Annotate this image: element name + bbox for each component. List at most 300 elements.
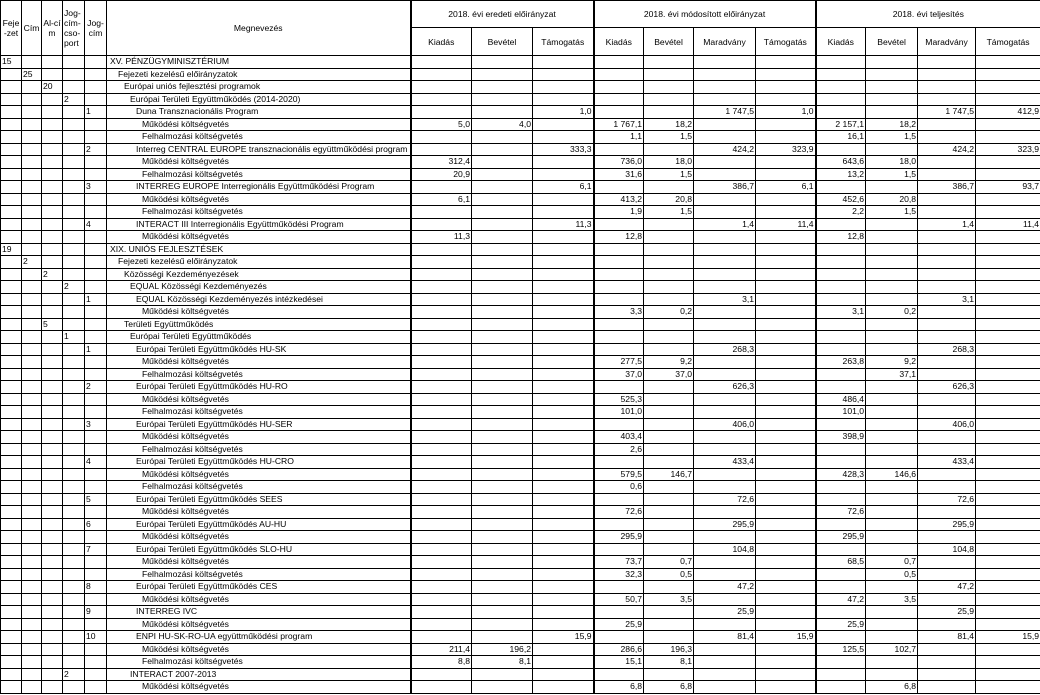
cell-modositott-maradvany: 386,7 bbox=[694, 181, 756, 194]
cell-modositott-kiadas: 286,6 bbox=[594, 643, 644, 656]
cell-eredeti-kiadas bbox=[411, 406, 472, 419]
cell-megnevezes bbox=[107, 56, 411, 69]
cell-modositott-kiadas bbox=[594, 293, 644, 306]
cell-jogcimcsoport bbox=[63, 168, 85, 181]
cell-fejezet bbox=[1, 606, 22, 619]
table-row bbox=[1, 381, 1040, 394]
cell-modositott-bevetel bbox=[644, 543, 694, 556]
cell-modositott-kiadas bbox=[594, 418, 644, 431]
table-row bbox=[1, 168, 1040, 181]
cell-modositott-kiadas bbox=[594, 143, 644, 156]
cell-cim bbox=[22, 206, 42, 219]
cell-jogcim bbox=[85, 193, 107, 206]
cell-teljesites-maradvany bbox=[918, 668, 976, 681]
cell-fejezet bbox=[1, 431, 22, 444]
cell-megnevezes bbox=[107, 468, 411, 481]
cell-eredeti-kiadas bbox=[411, 543, 472, 556]
row-name: Felhalmozási költségvetés bbox=[142, 443, 243, 454]
cell-modositott-kiadas bbox=[594, 606, 644, 619]
row-name: Európai Területi Együttműködés (2014-2020) bbox=[130, 93, 301, 104]
cell-teljesites-tamogatas bbox=[976, 581, 1040, 594]
cell-modositott-tamogatas bbox=[756, 656, 816, 669]
cell-cim bbox=[22, 668, 42, 681]
cell-jogcim bbox=[85, 81, 107, 94]
cell-teljesites-bevetel bbox=[866, 293, 918, 306]
cell-teljesites-tamogatas bbox=[976, 481, 1040, 494]
cell-teljesites-maradvany bbox=[918, 368, 976, 381]
cell-modositott-tamogatas bbox=[756, 481, 816, 494]
cell-jogcimcsoport bbox=[63, 268, 85, 281]
table-row bbox=[1, 643, 1040, 656]
cell-eredeti-tamogatas bbox=[533, 543, 594, 556]
cell-modositott-bevetel bbox=[644, 256, 694, 269]
cell-teljesites-bevetel bbox=[866, 406, 918, 419]
cell-modositott-kiadas: 403,4 bbox=[594, 431, 644, 444]
cell-teljesites-tamogatas bbox=[976, 356, 1040, 369]
row-name: Működési költségvetés bbox=[142, 306, 229, 317]
cell-fejezet bbox=[1, 231, 22, 244]
cell-jogcim bbox=[85, 56, 107, 69]
cell-fejezet bbox=[1, 331, 22, 344]
cell-modositott-maradvany bbox=[694, 643, 756, 656]
cell-megnevezes bbox=[107, 343, 411, 356]
cell-cim bbox=[22, 131, 42, 144]
cell-cim bbox=[22, 656, 42, 669]
cell-megnevezes bbox=[107, 243, 411, 256]
cell-modositott-bevetel bbox=[644, 443, 694, 456]
cell-teljesites-kiadas: 16,1 bbox=[816, 131, 866, 144]
cell-jogcim bbox=[85, 406, 107, 419]
cell-eredeti-kiadas bbox=[411, 668, 472, 681]
cell-cim bbox=[22, 543, 42, 556]
cell-teljesites-kiadas bbox=[816, 681, 866, 694]
cell-teljesites-kiadas bbox=[816, 143, 866, 156]
cell-megnevezes bbox=[107, 306, 411, 319]
cell-jogcim bbox=[85, 443, 107, 456]
cell-megnevezes bbox=[107, 206, 411, 219]
cell-eredeti-bevetel bbox=[472, 681, 533, 694]
cell-teljesites-maradvany bbox=[918, 393, 976, 406]
cell-modositott-tamogatas bbox=[756, 493, 816, 506]
cell-eredeti-kiadas bbox=[411, 368, 472, 381]
cell-modositott-maradvany: 268,3 bbox=[694, 343, 756, 356]
cell-modositott-kiadas bbox=[594, 218, 644, 231]
cell-jogcim: 5 bbox=[85, 493, 107, 506]
header-jogcim: Jog-cím bbox=[85, 1, 107, 56]
cell-teljesites-bevetel: 18,2 bbox=[866, 118, 918, 131]
cell-alcim bbox=[42, 343, 63, 356]
cell-eredeti-kiadas bbox=[411, 81, 472, 94]
cell-modositott-bevetel: 0,2 bbox=[644, 306, 694, 319]
cell-megnevezes bbox=[107, 406, 411, 419]
cell-teljesites-tamogatas bbox=[976, 431, 1040, 444]
cell-eredeti-kiadas bbox=[411, 518, 472, 531]
cell-modositott-kiadas bbox=[594, 256, 644, 269]
cell-eredeti-tamogatas bbox=[533, 568, 594, 581]
cell-jogcimcsoport bbox=[63, 493, 85, 506]
cell-jogcim bbox=[85, 506, 107, 519]
cell-jogcimcsoport bbox=[63, 556, 85, 569]
cell-jogcimcsoport bbox=[63, 443, 85, 456]
cell-modositott-kiadas bbox=[594, 68, 644, 81]
table-row bbox=[1, 443, 1040, 456]
row-name: Működési költségvetés bbox=[142, 643, 229, 654]
table-row bbox=[1, 68, 1040, 81]
header-bevetel: Bevétel bbox=[866, 28, 918, 56]
cell-modositott-maradvany bbox=[694, 56, 756, 69]
cell-alcim bbox=[42, 631, 63, 644]
cell-modositott-tamogatas: 323,9 bbox=[756, 143, 816, 156]
cell-eredeti-bevetel bbox=[472, 306, 533, 319]
cell-cim bbox=[22, 618, 42, 631]
cell-eredeti-kiadas bbox=[411, 143, 472, 156]
cell-cim bbox=[22, 506, 42, 519]
table-row bbox=[1, 306, 1040, 319]
cell-jogcim: 2 bbox=[85, 381, 107, 394]
cell-alcim bbox=[42, 618, 63, 631]
cell-teljesites-bevetel: 1,5 bbox=[866, 168, 918, 181]
cell-alcim: 20 bbox=[42, 81, 63, 94]
cell-megnevezes bbox=[107, 268, 411, 281]
cell-teljesites-kiadas: 398,9 bbox=[816, 431, 866, 444]
cell-teljesites-maradvany bbox=[918, 556, 976, 569]
cell-eredeti-tamogatas bbox=[533, 81, 594, 94]
cell-eredeti-bevetel bbox=[472, 631, 533, 644]
cell-modositott-kiadas bbox=[594, 331, 644, 344]
cell-teljesites-tamogatas bbox=[976, 293, 1040, 306]
cell-modositott-maradvany bbox=[694, 306, 756, 319]
cell-eredeti-tamogatas bbox=[533, 168, 594, 181]
cell-modositott-maradvany: 47,2 bbox=[694, 581, 756, 594]
cell-modositott-kiadas bbox=[594, 631, 644, 644]
cell-eredeti-tamogatas bbox=[533, 656, 594, 669]
cell-eredeti-kiadas: 6,1 bbox=[411, 193, 472, 206]
cell-modositott-bevetel bbox=[644, 93, 694, 106]
row-name: Európai Területi Együttműködés HU-RO bbox=[136, 381, 288, 392]
table-row bbox=[1, 618, 1040, 631]
header-cim: Cím bbox=[22, 1, 42, 56]
cell-teljesites-tamogatas bbox=[976, 193, 1040, 206]
cell-teljesites-maradvany: 433,4 bbox=[918, 456, 976, 469]
cell-eredeti-bevetel bbox=[472, 493, 533, 506]
cell-eredeti-kiadas bbox=[411, 606, 472, 619]
cell-teljesites-kiadas: 101,0 bbox=[816, 406, 866, 419]
cell-modositott-bevetel: 18,2 bbox=[644, 118, 694, 131]
cell-jogcimcsoport bbox=[63, 531, 85, 544]
cell-eredeti-tamogatas: 333,3 bbox=[533, 143, 594, 156]
cell-teljesites-maradvany bbox=[918, 431, 976, 444]
cell-teljesites-tamogatas bbox=[976, 243, 1040, 256]
cell-teljesites-maradvany bbox=[918, 93, 976, 106]
table-row bbox=[1, 318, 1040, 331]
cell-teljesites-bevetel: 146,6 bbox=[866, 468, 918, 481]
cell-eredeti-tamogatas bbox=[533, 493, 594, 506]
cell-eredeti-bevetel bbox=[472, 406, 533, 419]
cell-eredeti-tamogatas bbox=[533, 406, 594, 419]
cell-eredeti-bevetel bbox=[472, 568, 533, 581]
cell-teljesites-maradvany: 3,1 bbox=[918, 293, 976, 306]
cell-jogcimcsoport bbox=[63, 431, 85, 444]
cell-eredeti-kiadas bbox=[411, 456, 472, 469]
cell-modositott-tamogatas: 11,4 bbox=[756, 218, 816, 231]
cell-modositott-maradvany bbox=[694, 618, 756, 631]
cell-modositott-maradvany bbox=[694, 556, 756, 569]
cell-modositott-bevetel: 6,8 bbox=[644, 681, 694, 694]
cell-fejezet bbox=[1, 418, 22, 431]
cell-eredeti-kiadas bbox=[411, 481, 472, 494]
cell-teljesites-kiadas: 2 157,1 bbox=[816, 118, 866, 131]
cell-modositott-maradvany bbox=[694, 268, 756, 281]
cell-teljesites-bevetel bbox=[866, 331, 918, 344]
cell-jogcimcsoport bbox=[63, 681, 85, 694]
cell-modositott-tamogatas bbox=[756, 281, 816, 294]
cell-alcim bbox=[42, 406, 63, 419]
cell-megnevezes bbox=[107, 618, 411, 631]
cell-modositott-maradvany bbox=[694, 243, 756, 256]
cell-jogcimcsoport: 2 bbox=[63, 281, 85, 294]
cell-alcim bbox=[42, 356, 63, 369]
cell-modositott-maradvany bbox=[694, 568, 756, 581]
header-maradvany: Maradvány bbox=[694, 28, 756, 56]
cell-teljesites-tamogatas bbox=[976, 231, 1040, 244]
cell-teljesites-kiadas bbox=[816, 68, 866, 81]
cell-teljesites-tamogatas: 412,9 bbox=[976, 106, 1040, 119]
cell-modositott-maradvany: 424,2 bbox=[694, 143, 756, 156]
cell-teljesites-bevetel bbox=[866, 243, 918, 256]
cell-eredeti-bevetel bbox=[472, 531, 533, 544]
cell-jogcim bbox=[85, 668, 107, 681]
cell-teljesites-bevetel bbox=[866, 618, 918, 631]
cell-megnevezes bbox=[107, 168, 411, 181]
cell-cim bbox=[22, 631, 42, 644]
cell-eredeti-bevetel bbox=[472, 443, 533, 456]
cell-jogcim: 9 bbox=[85, 606, 107, 619]
cell-jogcim bbox=[85, 481, 107, 494]
cell-teljesites-maradvany bbox=[918, 193, 976, 206]
cell-cim bbox=[22, 268, 42, 281]
cell-teljesites-maradvany bbox=[918, 406, 976, 419]
header-group-eredeti: 2018. évi eredeti előirányzat bbox=[411, 1, 594, 28]
cell-teljesites-maradvany bbox=[918, 306, 976, 319]
cell-teljesites-kiadas: 263,8 bbox=[816, 356, 866, 369]
cell-modositott-tamogatas bbox=[756, 568, 816, 581]
cell-megnevezes bbox=[107, 218, 411, 231]
cell-modositott-maradvany bbox=[694, 93, 756, 106]
cell-modositott-tamogatas bbox=[756, 506, 816, 519]
cell-megnevezes bbox=[107, 143, 411, 156]
header-alcim: Al-cím bbox=[42, 1, 63, 56]
table-row bbox=[1, 668, 1040, 681]
cell-eredeti-kiadas bbox=[411, 56, 472, 69]
cell-teljesites-maradvany bbox=[918, 443, 976, 456]
cell-eredeti-bevetel: 4,0 bbox=[472, 118, 533, 131]
header-tamogatas: Támogatás bbox=[756, 28, 816, 56]
cell-megnevezes bbox=[107, 643, 411, 656]
header-kiadas: Kiadás bbox=[594, 28, 644, 56]
cell-modositott-bevetel bbox=[644, 456, 694, 469]
cell-fejezet bbox=[1, 193, 22, 206]
cell-modositott-bevetel bbox=[644, 181, 694, 194]
cell-eredeti-kiadas bbox=[411, 218, 472, 231]
cell-megnevezes bbox=[107, 631, 411, 644]
cell-alcim bbox=[42, 256, 63, 269]
cell-alcim bbox=[42, 531, 63, 544]
cell-jogcim bbox=[85, 206, 107, 219]
cell-teljesites-maradvany bbox=[918, 593, 976, 606]
cell-fejezet bbox=[1, 393, 22, 406]
table-row bbox=[1, 468, 1040, 481]
cell-eredeti-kiadas bbox=[411, 331, 472, 344]
cell-alcim bbox=[42, 556, 63, 569]
cell-cim bbox=[22, 681, 42, 694]
cell-eredeti-tamogatas: 11,3 bbox=[533, 218, 594, 231]
cell-megnevezes bbox=[107, 418, 411, 431]
cell-teljesites-kiadas: 486,4 bbox=[816, 393, 866, 406]
row-name: Területi Együttműködés bbox=[124, 318, 214, 329]
cell-eredeti-kiadas bbox=[411, 431, 472, 444]
cell-modositott-kiadas bbox=[594, 93, 644, 106]
cell-fejezet bbox=[1, 131, 22, 144]
cell-modositott-bevetel bbox=[644, 506, 694, 519]
cell-teljesites-kiadas bbox=[816, 481, 866, 494]
cell-teljesites-tamogatas bbox=[976, 81, 1040, 94]
cell-teljesites-tamogatas bbox=[976, 456, 1040, 469]
cell-jogcim bbox=[85, 268, 107, 281]
cell-teljesites-maradvany bbox=[918, 531, 976, 544]
table-header bbox=[1, 1, 1040, 56]
table-row bbox=[1, 268, 1040, 281]
cell-eredeti-bevetel bbox=[472, 431, 533, 444]
row-name: Felhalmozási költségvetés bbox=[142, 131, 243, 142]
cell-teljesites-bevetel bbox=[866, 106, 918, 119]
cell-jogcimcsoport bbox=[63, 618, 85, 631]
cell-modositott-bevetel: 37,0 bbox=[644, 368, 694, 381]
table-row bbox=[1, 656, 1040, 669]
cell-eredeti-kiadas bbox=[411, 681, 472, 694]
row-name: ENPI HU-SK-RO-UA együttműködési program bbox=[136, 631, 313, 642]
cell-teljesites-tamogatas bbox=[976, 518, 1040, 531]
table-row bbox=[1, 281, 1040, 294]
cell-teljesites-kiadas bbox=[816, 631, 866, 644]
cell-jogcim: 7 bbox=[85, 543, 107, 556]
cell-modositott-bevetel bbox=[644, 268, 694, 281]
cell-alcim bbox=[42, 281, 63, 294]
cell-teljesites-maradvany bbox=[918, 256, 976, 269]
header-kiadas: Kiadás bbox=[816, 28, 866, 56]
cell-teljesites-kiadas bbox=[816, 543, 866, 556]
table-row bbox=[1, 393, 1040, 406]
cell-jogcimcsoport bbox=[63, 543, 85, 556]
cell-eredeti-kiadas bbox=[411, 256, 472, 269]
cell-eredeti-tamogatas bbox=[533, 381, 594, 394]
cell-jogcim: 4 bbox=[85, 456, 107, 469]
cell-megnevezes bbox=[107, 131, 411, 144]
cell-jogcimcsoport bbox=[63, 631, 85, 644]
cell-modositott-tamogatas bbox=[756, 456, 816, 469]
cell-jogcimcsoport bbox=[63, 381, 85, 394]
cell-alcim bbox=[42, 656, 63, 669]
cell-fejezet: 19 bbox=[1, 243, 22, 256]
cell-teljesites-tamogatas: 11,4 bbox=[976, 218, 1040, 231]
cell-eredeti-tamogatas bbox=[533, 431, 594, 444]
cell-jogcimcsoport bbox=[63, 56, 85, 69]
header-tamogatas: Támogatás bbox=[976, 28, 1040, 56]
cell-cim bbox=[22, 431, 42, 444]
cell-teljesites-bevetel bbox=[866, 543, 918, 556]
cell-modositott-maradvany: 25,9 bbox=[694, 606, 756, 619]
cell-modositott-kiadas bbox=[594, 243, 644, 256]
cell-megnevezes bbox=[107, 431, 411, 444]
cell-eredeti-kiadas: 20,9 bbox=[411, 168, 472, 181]
cell-modositott-maradvany bbox=[694, 406, 756, 419]
cell-modositott-bevetel bbox=[644, 381, 694, 394]
cell-eredeti-tamogatas bbox=[533, 68, 594, 81]
cell-modositott-kiadas: 25,9 bbox=[594, 618, 644, 631]
table-row bbox=[1, 606, 1040, 619]
cell-cim bbox=[22, 93, 42, 106]
cell-fejezet bbox=[1, 618, 22, 631]
cell-alcim bbox=[42, 456, 63, 469]
cell-eredeti-bevetel bbox=[472, 356, 533, 369]
cell-modositott-bevetel: 9,2 bbox=[644, 356, 694, 369]
cell-fejezet bbox=[1, 581, 22, 594]
cell-modositott-bevetel bbox=[644, 56, 694, 69]
cell-modositott-bevetel bbox=[644, 631, 694, 644]
cell-eredeti-bevetel bbox=[472, 556, 533, 569]
table-row bbox=[1, 93, 1040, 106]
cell-modositott-tamogatas bbox=[756, 681, 816, 694]
cell-fejezet bbox=[1, 518, 22, 531]
row-name: Működési költségvetés bbox=[142, 531, 229, 542]
cell-teljesites-tamogatas bbox=[976, 556, 1040, 569]
cell-cim bbox=[22, 581, 42, 594]
cell-modositott-tamogatas bbox=[756, 531, 816, 544]
cell-alcim bbox=[42, 393, 63, 406]
cell-cim bbox=[22, 531, 42, 544]
cell-jogcim bbox=[85, 593, 107, 606]
cell-teljesites-maradvany bbox=[918, 168, 976, 181]
cell-jogcim bbox=[85, 131, 107, 144]
cell-eredeti-bevetel bbox=[472, 181, 533, 194]
cell-megnevezes bbox=[107, 106, 411, 119]
row-name: Működési költségvetés bbox=[142, 193, 229, 204]
cell-cim bbox=[22, 243, 42, 256]
cell-teljesites-maradvany bbox=[918, 131, 976, 144]
cell-teljesites-tamogatas bbox=[976, 468, 1040, 481]
table-row bbox=[1, 531, 1040, 544]
cell-alcim bbox=[42, 418, 63, 431]
cell-cim bbox=[22, 156, 42, 169]
table-row bbox=[1, 481, 1040, 494]
cell-eredeti-bevetel bbox=[472, 381, 533, 394]
cell-teljesites-kiadas: 125,5 bbox=[816, 643, 866, 656]
cell-jogcimcsoport: 2 bbox=[63, 668, 85, 681]
cell-modositott-tamogatas bbox=[756, 518, 816, 531]
row-name: Működési költségvetés bbox=[142, 156, 229, 167]
cell-fejezet bbox=[1, 218, 22, 231]
cell-eredeti-bevetel bbox=[472, 606, 533, 619]
row-name: Működési költségvetés bbox=[142, 618, 229, 629]
cell-teljesites-bevetel: 0,7 bbox=[866, 556, 918, 569]
cell-modositott-bevetel: 0,5 bbox=[644, 568, 694, 581]
cell-fejezet bbox=[1, 456, 22, 469]
cell-modositott-kiadas: 1,1 bbox=[594, 131, 644, 144]
cell-eredeti-bevetel bbox=[472, 131, 533, 144]
cell-modositott-maradvany: 626,3 bbox=[694, 381, 756, 394]
cell-modositott-bevetel bbox=[644, 418, 694, 431]
cell-teljesites-tamogatas bbox=[976, 643, 1040, 656]
cell-jogcim bbox=[85, 431, 107, 444]
